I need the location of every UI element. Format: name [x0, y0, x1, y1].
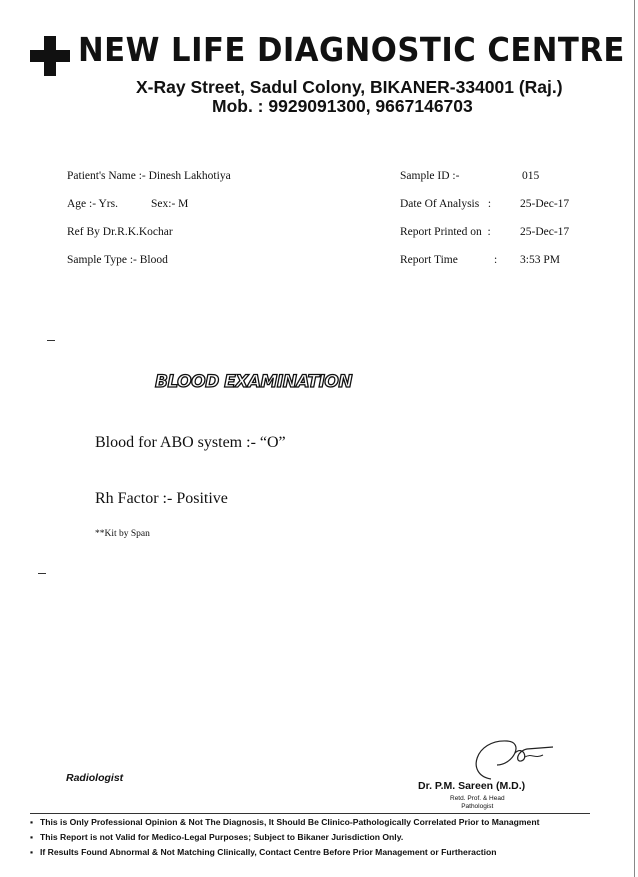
- footer-line: ▪ This is Only Professional Opinion & Not The Diagnosis, It Should Be Clinico-Pathologically Correlated Prior to Managment: [30, 817, 540, 827]
- analysis-date-value: 25-Dec-17: [520, 198, 570, 210]
- printed-date-value: 25-Dec-17: [520, 226, 570, 238]
- ref-by: Ref By Dr.R.K.Kochar: [67, 226, 173, 238]
- centre-title: NEW LIFE DIAGNOSTIC CENTRE: [78, 30, 625, 69]
- patient-age: Age :- Yrs.: [67, 198, 118, 210]
- sample-id-value: 015: [522, 170, 540, 182]
- patient-name: Patient's Name :- Dinesh Lakhotiya: [67, 170, 231, 182]
- analysis-date-label: Date Of Analysis :: [400, 198, 492, 210]
- kit-note: **Kit by Span: [95, 529, 150, 539]
- abo-result: Blood for ABO system :- “O”: [95, 434, 286, 451]
- cross-logo-icon: [30, 36, 70, 76]
- report-time-value: 3:53 PM: [520, 254, 560, 266]
- printed-date-label: Report Printed on :: [400, 226, 491, 238]
- doctor-signature-icon: [455, 735, 565, 785]
- footer-line: ▪ If Results Found Abnormal & Not Matching Clinically, Contact Centre Before Prior Management or Furtheraction: [30, 847, 497, 857]
- radiologist-label: Radiologist: [66, 772, 124, 784]
- report-time-separator: :: [494, 254, 498, 266]
- centre-address: X-Ray Street, Sadul Colony, BIKANER-334001 (Raj.): [136, 77, 563, 97]
- centre-mobile: Mob. : 9929091300, 9667146703: [212, 96, 473, 116]
- page-edge: [634, 0, 635, 877]
- scan-mark: [38, 573, 46, 574]
- rh-result: Rh Factor :- Positive: [95, 490, 228, 507]
- doctor-designation: Retd. Prof. & Head Pathologist: [450, 795, 505, 810]
- sample-type: Sample Type :- Blood: [67, 254, 168, 266]
- scan-mark: [47, 340, 55, 341]
- sample-id-label: Sample ID :-: [400, 170, 460, 182]
- exam-heading: BLOOD EXAMINATION: [155, 372, 353, 392]
- patient-sex: Sex:- M: [151, 198, 189, 210]
- footer-line: ▪ This Report is not Valid for Medico-Legal Purposes; Subject to Bikaner Jurisdiction Only.: [30, 832, 404, 842]
- doctor-name: Dr. P.M. Sareen (M.D.): [418, 780, 526, 792]
- report-time-label: Report Time: [400, 254, 458, 266]
- footer-divider: [30, 813, 590, 814]
